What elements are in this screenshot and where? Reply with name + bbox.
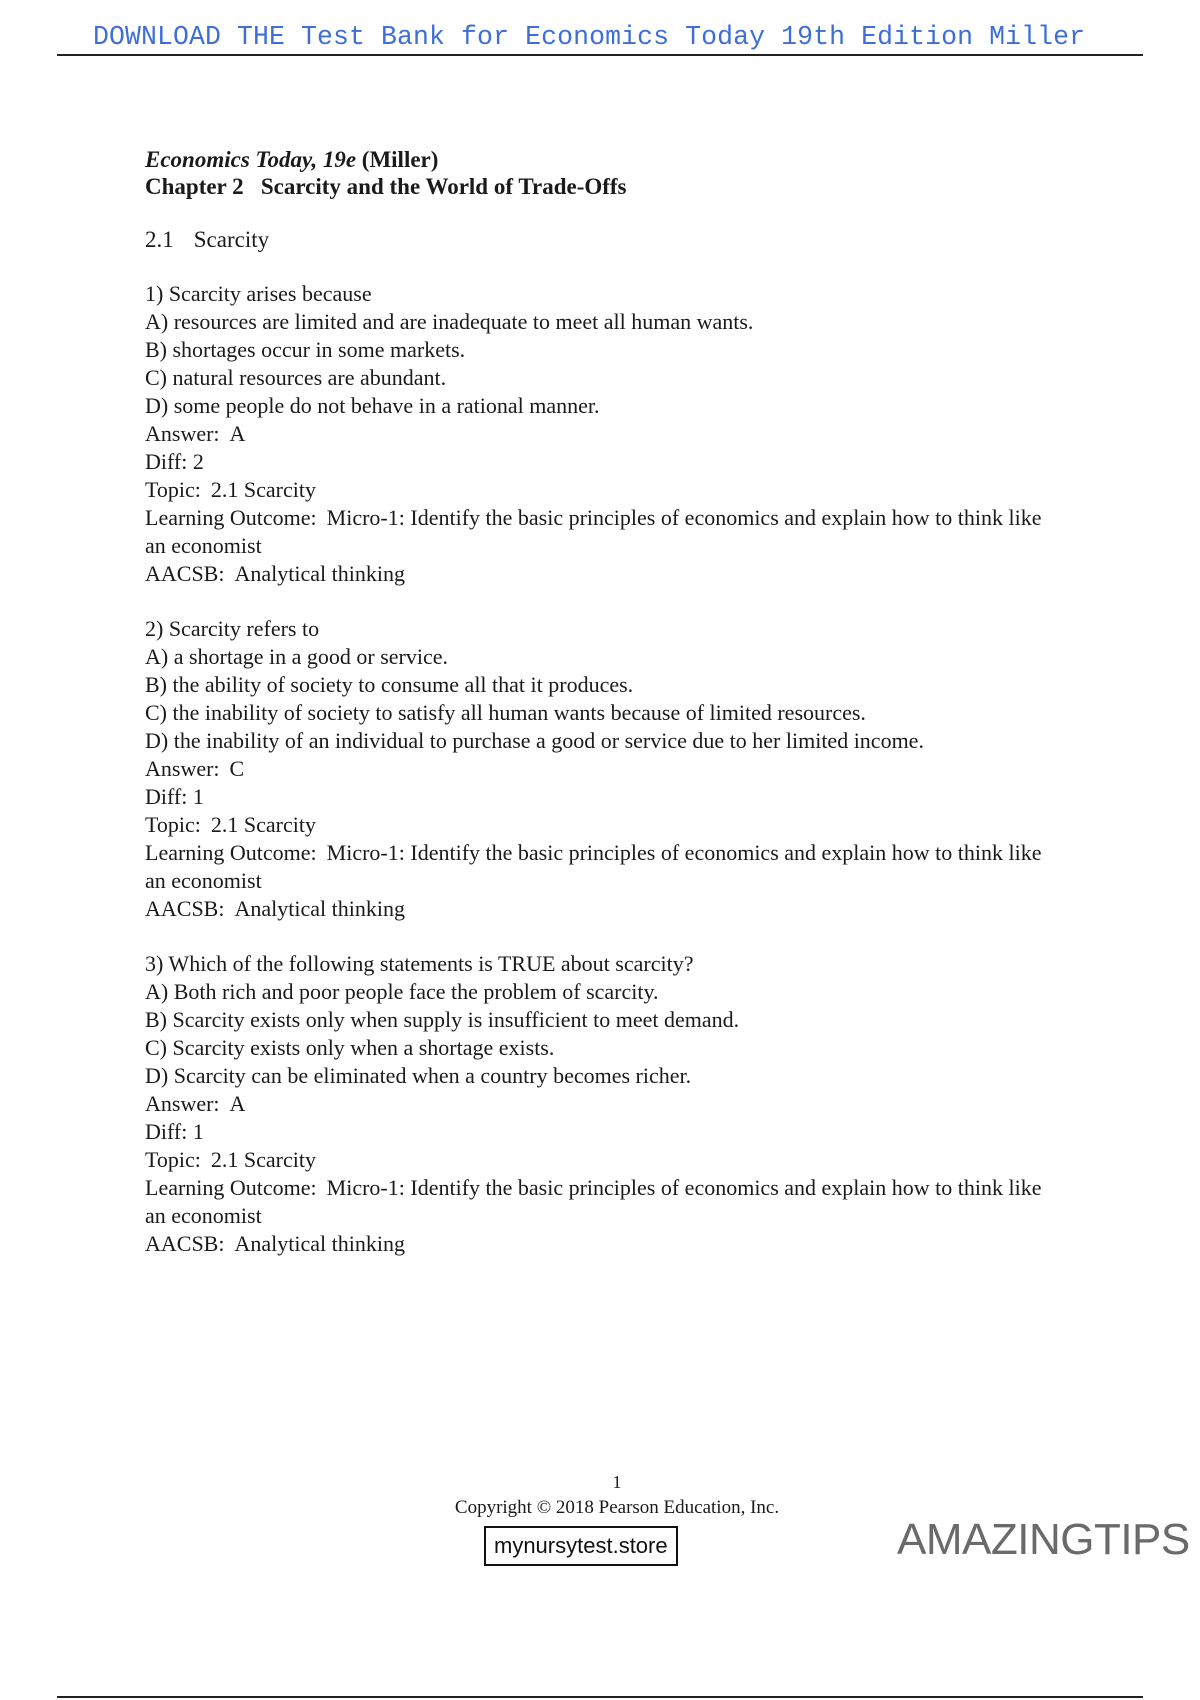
question-1: [145, 280, 1045, 588]
section-heading: [145, 226, 1045, 253]
learning-outcome-value: Micro-1: Identify the basic principles of economics and explain how to think like an economist: [145, 840, 1042, 893]
topic-line: [145, 811, 1045, 839]
download-link[interactable]: DOWNLOAD THE Test Bank for Economics Today 19th Edition Miller: [93, 22, 1086, 52]
learning-outcome: [145, 839, 1045, 895]
topic-label: Topic:: [145, 812, 201, 837]
book-title-italic: Economics Today, 19e: [145, 147, 357, 172]
topic-value: 2.1 Scarcity: [210, 1147, 316, 1172]
question-stem: 1) Scarcity arises because: [145, 281, 372, 306]
header-banner: [57, 20, 1143, 56]
copyright-notice: Copyright © 2018 Pearson Education, Inc.: [454, 1497, 780, 1518]
question-stem: 2) Scarcity refers to: [145, 616, 320, 641]
answer-label: Answer:: [145, 756, 220, 781]
answer-value: C: [229, 756, 245, 781]
section-name: Scarcity: [193, 227, 270, 252]
topic-label: Topic:: [145, 1147, 201, 1172]
answer-line: [145, 1090, 1045, 1118]
learning-outcome: [145, 1174, 1045, 1230]
topic-value: 2.1 Scarcity: [210, 477, 316, 502]
aacsb-line: [145, 895, 1045, 923]
difficulty: Diff: 2: [145, 449, 204, 474]
learning-outcome-label: Learning Outcome:: [145, 505, 317, 530]
answer-value: A: [229, 421, 246, 446]
learning-outcome-value: Micro-1: Identify the basic principles of economics and explain how to think like an economist: [145, 1175, 1042, 1228]
question-stem: 3) Which of the following statements is TRUE about scarcity?: [145, 951, 694, 976]
answer-line: [145, 755, 1045, 783]
choice-b: B) the ability of society to consume all that it produces.: [145, 672, 634, 697]
choice-d: D) some people do not behave in a rational manner.: [145, 393, 600, 418]
aacsb-line: [145, 560, 1045, 588]
choice-a: A) a shortage in a good or service.: [145, 644, 449, 669]
aacsb-label: AACSB:: [145, 896, 225, 921]
learning-outcome-value: Micro-1: Identify the basic principles of economics and explain how to think like an economist: [145, 505, 1042, 558]
choice-b: B) shortages occur in some markets.: [145, 337, 466, 362]
choice-c: C) natural resources are abundant.: [145, 365, 447, 390]
choice-d: D) the inability of an individual to purchase a good or service due to her limited income.: [145, 728, 924, 753]
topic-value: 2.1 Scarcity: [210, 812, 316, 837]
topic-line: [145, 476, 1045, 504]
learning-outcome-label: Learning Outcome:: [145, 1175, 317, 1200]
page-number: 1: [612, 1472, 622, 1492]
chapter-title: Chapter 2 Scarcity and the World of Trade-Offs: [145, 174, 627, 199]
difficulty: Diff: 1: [145, 1119, 204, 1144]
choice-a: A) Both rich and poor people face the problem of scarcity.: [145, 979, 659, 1004]
aacsb-line: [145, 1230, 1045, 1258]
topic-line: [145, 1146, 1045, 1174]
answer-value: A: [229, 1091, 246, 1116]
aacsb-label: AACSB:: [145, 1231, 225, 1256]
aacsb-value: Analytical thinking: [234, 1231, 405, 1256]
choice-c: C) the inability of society to satisfy all human wants because of limited resources.: [145, 700, 866, 725]
answer-label: Answer:: [145, 1091, 220, 1116]
choice-c: C) Scarcity exists only when a shortage exists.: [145, 1035, 555, 1060]
learning-outcome: [145, 504, 1045, 560]
aacsb-value: Analytical thinking: [234, 896, 405, 921]
choice-a: A) resources are limited and are inadequate to meet all human wants.: [145, 309, 754, 334]
section-number: 2.1: [145, 227, 174, 252]
answer-line: [145, 420, 1045, 448]
choice-d: D) Scarcity can be eliminated when a country becomes richer.: [145, 1063, 692, 1088]
answer-label: Answer:: [145, 421, 220, 446]
question-2: [145, 615, 1045, 923]
store-link-box[interactable]: mynursytest.store: [484, 1526, 678, 1566]
aacsb-label: AACSB:: [145, 561, 225, 586]
learning-outcome-label: Learning Outcome:: [145, 840, 317, 865]
choice-b: B) Scarcity exists only when supply is insufficient to meet demand.: [145, 1007, 740, 1032]
document-content: [145, 146, 1045, 1258]
book-title-author: (Miller): [356, 147, 439, 172]
footer-rule: [57, 1696, 1143, 1698]
watermark-text: AMAZINGTIPS: [897, 1515, 1190, 1564]
book-title: [145, 146, 1045, 173]
topic-label: Topic:: [145, 477, 201, 502]
question-3: [145, 950, 1045, 1258]
aacsb-value: Analytical thinking: [234, 561, 405, 586]
difficulty: Diff: 1: [145, 784, 204, 809]
